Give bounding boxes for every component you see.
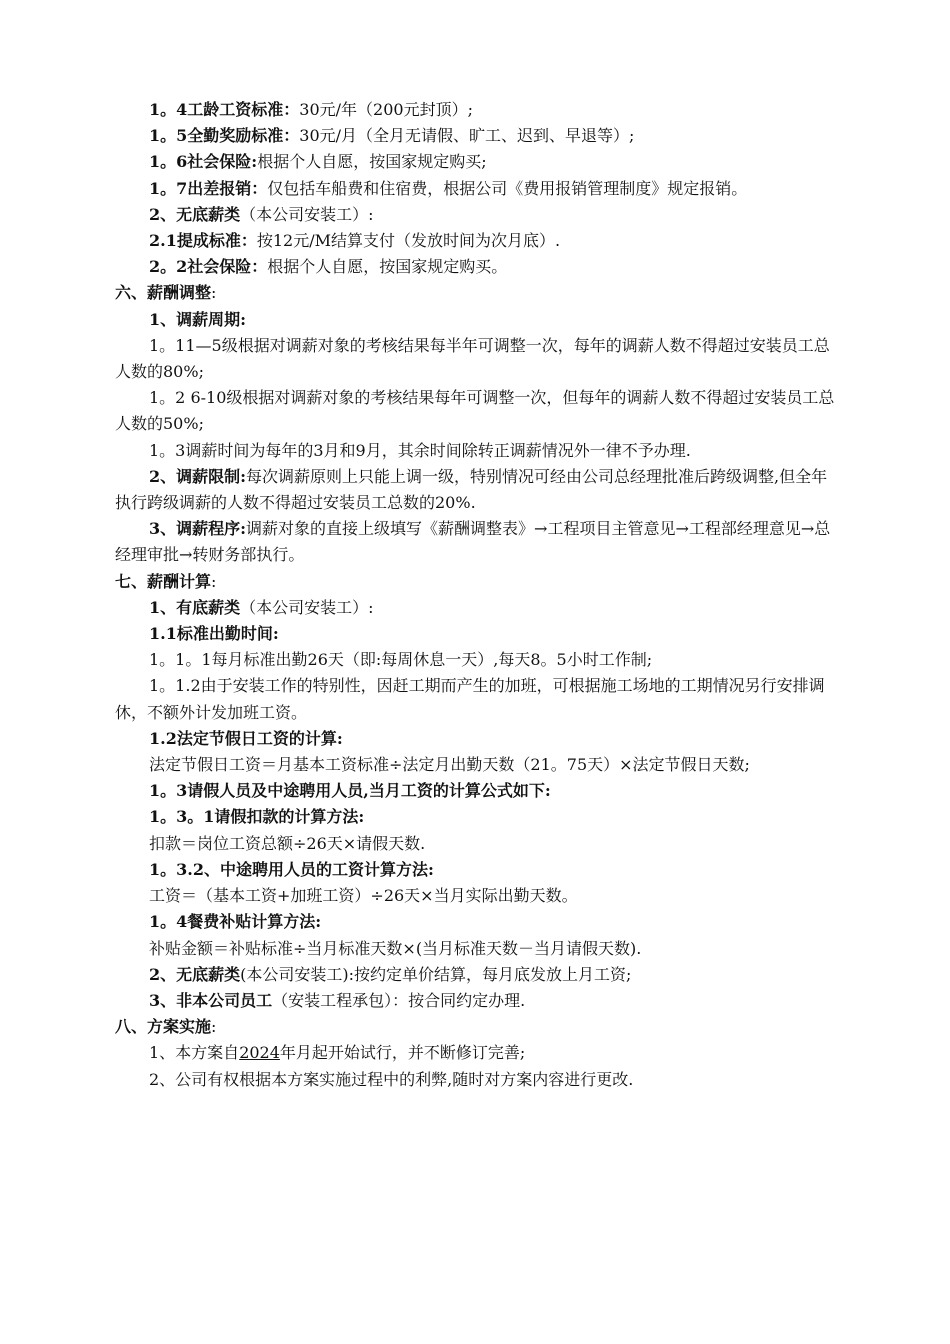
paragraph-text: 扣款＝岗位工资总额÷26天×请假天数.: [149, 833, 426, 853]
paragraph-heading: 1、有底薪类: [149, 597, 241, 617]
paragraph: [115, 726, 838, 752]
paragraph-text: 按12元/M结算支付（发放时间为次月底）.: [256, 231, 561, 251]
paragraph-text: 工资＝（基本工资+加班工资）÷26天×当月实际出勤天数。: [149, 886, 578, 906]
paragraph-heading: 1、调薪周期:: [149, 309, 247, 329]
paragraph-text: 补贴金额＝补贴标准÷当月标准天数×(当月标准天数－当月请假天数).: [149, 938, 642, 958]
paragraph-text: （本公司安装工）:: [240, 597, 374, 617]
paragraph: [115, 123, 838, 149]
paragraph-text: 年月起开始试行，并不断修订完善;: [279, 1043, 526, 1063]
paragraph: [115, 333, 838, 385]
paragraph: [115, 778, 838, 804]
paragraph-text: :: [211, 571, 217, 591]
paragraph-heading: 八、方案实施: [115, 1017, 212, 1037]
paragraph-heading: 2。2社会保险：: [149, 257, 268, 277]
paragraph: [115, 385, 838, 437]
paragraph: [115, 909, 838, 935]
paragraph: [115, 307, 838, 333]
paragraph-heading: 1。4餐费补贴计算方法:: [149, 912, 322, 932]
paragraph: [115, 1067, 838, 1093]
underlined-year: 2024: [239, 1043, 280, 1063]
paragraph: [115, 857, 838, 883]
paragraph-heading: 1.2法定节假日工资的计算:: [149, 728, 343, 748]
paragraph-text: 2、公司有权根据本方案实施过程中的利弊,随时对方案内容进行更改.: [149, 1069, 634, 1089]
paragraph-text: 法定节假日工资＝月基本工资标准÷法定月出勤天数（21。75天）×法定节假日天数;: [149, 755, 750, 775]
paragraph-heading: 1。4工龄工资标准：: [149, 100, 300, 119]
paragraph-text: 1。1。1每月标准出勤26天（即:每周休息一天）,每天8。5小时工作制;: [149, 650, 653, 670]
paragraph: [115, 621, 838, 647]
paragraph-text: 调薪对象的直接上级填写《薪酬调整表》→工程项目主管意见→工程部经理意见→总经理审批→转财务部执行。: [115, 519, 831, 565]
paragraph-heading: 1。3.2、中途聘用人员的工资计算方法:: [149, 859, 434, 879]
paragraph: [115, 464, 838, 516]
paragraph-text: 1。11—5级根据对调薪对象的考核结果每半年可调整一次，每年的调薪人数不得超过安装员工总人数的80%;: [115, 335, 830, 382]
paragraph: [115, 595, 838, 621]
paragraph-text: 1。2 6-10级根据对调薪对象的考核结果每年可调整一次，但每年的调薪人数不得超过安装员工总人数的50%;: [115, 388, 835, 434]
paragraph-heading: 1。3请假人员及中途聘用人员,当月工资的计算公式如下:: [149, 781, 551, 801]
paragraph-text: 每次调薪原则上只能上调一级，特别情况可经由公司总经理批准后跨级调整,但全年执行跨级调薪的人数不得超过安装员工总数的20%.: [115, 466, 828, 513]
paragraph: [115, 438, 838, 464]
paragraph: [115, 831, 838, 857]
document-body: [115, 97, 838, 1040]
paragraph: [115, 149, 838, 175]
paragraph: [115, 936, 838, 962]
paragraph: [115, 228, 838, 254]
paragraph: [115, 97, 838, 123]
paragraph-text: :: [211, 1017, 217, 1037]
paragraph: [115, 176, 838, 202]
paragraph: [115, 883, 838, 909]
paragraph: [115, 673, 838, 725]
paragraph-text: 根据个人自愿，按国家规定购买;: [257, 152, 487, 172]
paragraph-text: (本公司安装工):按约定单价结算，每月底发放上月工资;: [240, 964, 632, 984]
paragraph: [115, 988, 838, 1014]
paragraph: [115, 647, 838, 673]
paragraph-text: （安装工程承包）：按合同约定办理.: [272, 990, 526, 1010]
paragraph-heading: 1。7出差报销：: [149, 178, 268, 198]
paragraph: [115, 804, 838, 830]
paragraph: [115, 1040, 838, 1066]
paragraph: [115, 962, 838, 988]
paragraph-heading: 七、薪酬计算: [115, 571, 212, 591]
paragraph-heading: 1。6社会保险:: [149, 152, 258, 172]
paragraph-text: 1、本方案自: [149, 1043, 240, 1063]
paragraph-heading: 2、无底薪类: [149, 204, 241, 224]
paragraph-heading: 3、非本公司员工: [149, 990, 273, 1010]
paragraph-text: 30元/月（全月无请假、旷工、迟到、早退等）;: [299, 126, 635, 146]
paragraph-heading: 1。5全勤奖励标准：: [149, 126, 300, 146]
paragraph-text: :: [211, 283, 217, 303]
paragraph-heading: 2.1提成标准：: [149, 231, 257, 251]
paragraph-heading: 六、薪酬调整: [115, 283, 212, 303]
paragraph: [115, 280, 838, 306]
paragraph-text: 1。1.2由于安装工作的特别性，因赶工期而产生的加班，可根据施工场地的工期情况另行安排调休，不额外计发加班工资。: [115, 676, 825, 722]
paragraph-text: （本公司安装工）:: [240, 204, 374, 224]
paragraph: [115, 752, 838, 778]
paragraph: [115, 254, 838, 280]
paragraph: [115, 202, 838, 228]
paragraph: [115, 569, 838, 595]
paragraph: [115, 1014, 838, 1040]
paragraph-heading: 3、调薪程序:: [149, 519, 247, 539]
paragraph-heading: 1.1标准出勤时间:: [149, 624, 279, 644]
paragraph: [115, 516, 838, 568]
paragraph-text: 30元/年（200元封顶）;: [299, 100, 473, 119]
paragraph-text: 仅包括车船费和住宿费，根据公司《费用报销管理制度》规定报销。: [267, 178, 748, 198]
paragraph-heading: 1。3。1请假扣款的计算方法:: [149, 807, 365, 827]
paragraph-text: 1。3调薪时间为每年的3月和9月，其余时间除转正调薪情况外一律不予办理.: [149, 440, 691, 460]
paragraph-heading: 2、调薪限制:: [149, 466, 247, 486]
paragraph-heading: 2、无底薪类: [149, 964, 241, 984]
paragraph-text: 根据个人自愿，按国家规定购买。: [267, 257, 508, 277]
